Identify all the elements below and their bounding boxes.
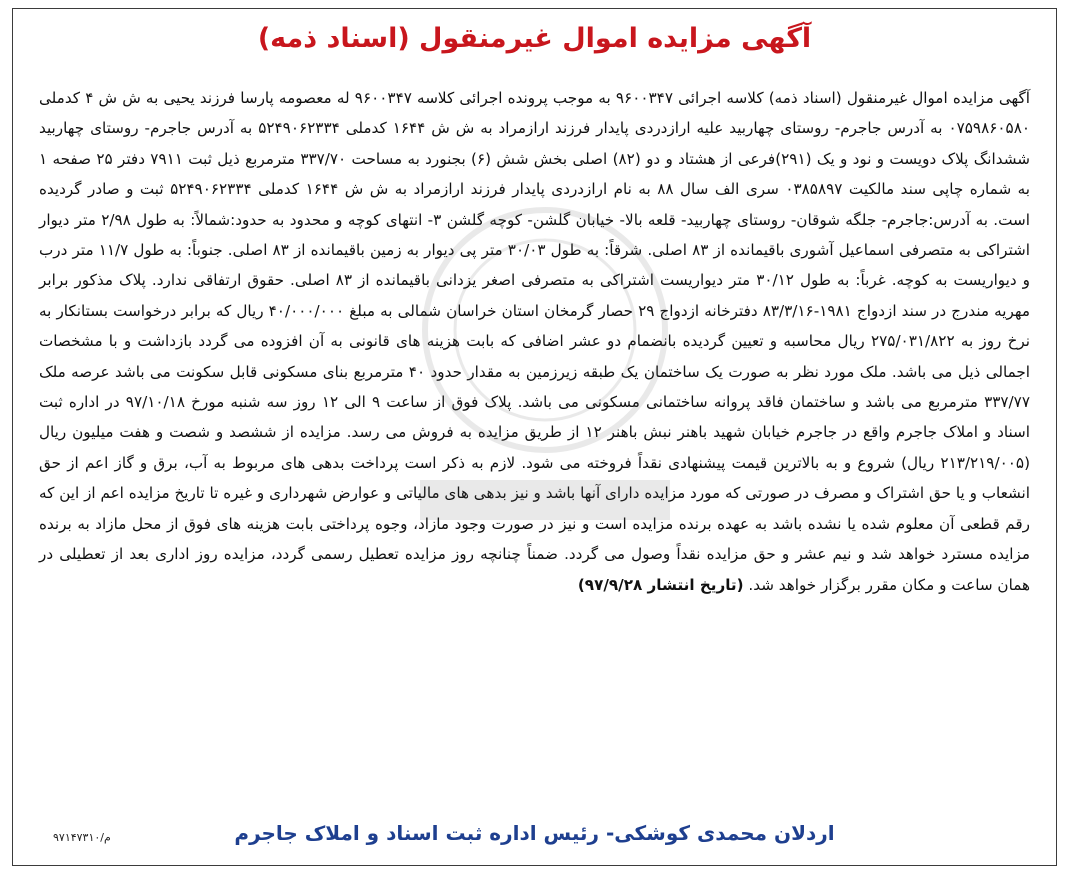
notice-body-text: آگهی مزایده اموال غیرمنقول (اسناد ذمه) کلاسه اجرائی ۹۶۰۰۳۴۷ به موجب پرونده اجرائی کلاسه ۹۶۰۰۳۴۷ له معصومه پارسا فرزند یحیی به ش ش ۴ کدملی ۰۷۵۹۸۶۰۵۸۰ به آدرس جاجرم- روستای چهاربید علیه ارازدردی پایدار فرزند ارازمراد به ش ش ۱۶۴۴ کدملی ۵۲۴۹۰۶۲۳۳۴ به آدرس جاجرم- روستای چهاربید ششدانگ پلاک دویست و نود و یک (۲۹۱)فرعی از هشتاد و دو (۸۲) اصلی بخش شش (۶) بجنورد به مساحت ۳۳۷/۷۰ مترمربع ذیل ثبت ۷۹۱۱ دفتر ۲۵ صفحه ۱ به شماره چاپی سند مالکیت ۰۳۸۵۸۹۷ سری الف سال ۸۸ به نام ارازدردی پایدار فرزند ارازمراد به ش ش ۱۶۴۴ کدملی ۵۲۴۹۰۶۲۳۳۴ ثبت و صادر گردیده است. به آدرس:جاجرم- جلگه شوقان- روستای چهاربید- قلعه بالا- خیابان گلشن- کوچه گلشن ۳- انتهای کوچه و محدود به حدود:شمالاً: به طول ۲/۹۸ متر دیوار اشتراکی به متصرفی اسماعیل آشوری باقیمانده از ۸۳ اصلی. شرقاً: به طول ۳۰/۰۳ متر پی دیوار به زمین باقیمانده از ۸۳ اصلی. جنوباً: به طول ۱۱/۷ متر درب و دیواریست به کوچه. غرباً: به طول ۳۰/۱۲ متر دیواریست اشتراکی به متصرفی اصغر یزدانی باقیمانده از ۸۳ اصلی. حقوق ارتفاقی ندارد. پلاک مذکور برابر مهریه مندرج در سند ازدواج ۱۹۸۱-۸۳/۳/۱۶ دفترخانه ازدواج ۲۹ حصار گرمخان استان خراسان شمالی به مبلغ ۴۰/۰۰۰/۰۰۰ ریال که برابر درخواست بستانکار به نرخ روز به ۲۷۵/۰۳۱/۸۲۲ ریال محاسبه و تعیین گردیده بانضمام دو عشر اضافی که بابت هزینه های قانونی به آن افزوده می گردد بازداشت و با مشخصات اجمالی ذیل می باشد. ملک مورد نظر به صورت یک ساختمان یک طبقه زیرزمین به مقدار حدود ۴۰ مترمربع بنای مسکونی قابل سکونت می باشد عرصه ملک ۳۳۷/۷۷ مترمربع می باشد و ساختمان فاقد پروانه ساختمانی مسکونی می باشد. پلاک فوق از ساعت ۹ الی ۱۲ روز سه شنبه مورخ ۹۷/۱۰/۱۸ در اداره ثبت اسناد و املاک جاجرم واقع در جاجرم خیابان شهید باهنر نبش باهنر ۱۲ از طریق مزایده به فروش می رسد. مزایده از ششصد و شصت و هفت میلیون ریال (۲۱۳/۲۱۹/۰۰۵ ریال) شروع و به بالاترین قیمت پیشنهادی نقداً فروخته می شود. لازم به ذکر است پرداخت بدهی های مربوط به آب، برق و گاز اعم از حق انشعاب و یا حق اشتراک و مصرف در صورتی که مورد مزایده دارای آنها باشد و نیز بدهی های مالیاتی و عوارض شهرداری و غیره تا تاریخ مزایده اعم از این که رقم قطعی آن معلوم شده یا نشده باشد به عهده برنده مزایده است و نیز در صورت وجود مازاد، وجوه پرداختی بابت هزینه های فوق از محل مازاد به برنده مزایده مسترد خواهد شد و نیم عشر و حق مزایده نقداً وصول می گردد. ضمناً چنانچه روز مزایده تعطیل رسمی گردد، مزایده روز اداری بعد از تعطیلی در همان ساعت و مکان مقرر برگزار خواهد شد.	[39, 89, 1031, 594]
notice-body	[39, 83, 1030, 600]
notice-code: م/۹۷۱۴۷۳۱۰	[53, 831, 111, 844]
publication-date: (تاریخ انتشار ۹۷/۹/۲۸)	[577, 575, 744, 594]
notice-title: آگهی مزایده اموال غیرمنقول (اسناد ذمه)	[257, 23, 812, 54]
signature-line: اردلان محمدی کوشکی- رئیس اداره ثبت اسناد و املاک جاجرم	[234, 821, 835, 845]
notice-frame	[12, 8, 1057, 866]
